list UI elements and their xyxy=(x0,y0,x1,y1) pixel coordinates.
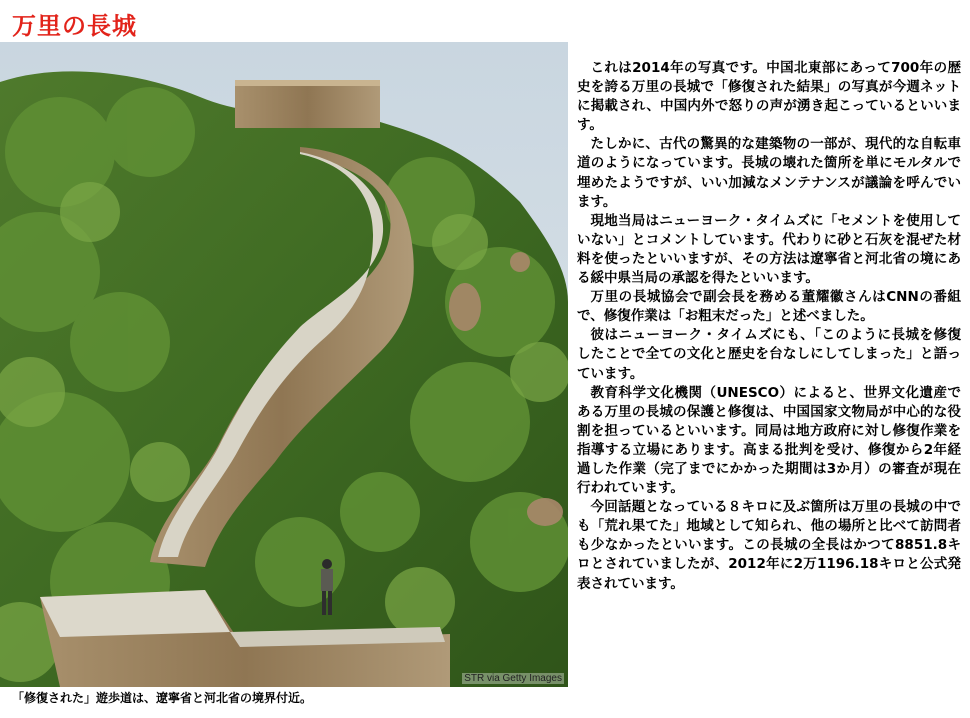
great-wall-illustration xyxy=(0,42,568,687)
article-paragraph: 教育科学文化機関（UNESCO）によると、世界文化遺産である万里の長城の保護と修復は、中国国家文物局が中心的な役割を担っているといいます。同局は地方政府に対し修復作業を指導する立場にあります。高まる批判を受け、修復から2年経過した作業（完了までにかかった期間は3か月）の審査が現在行われています。 xyxy=(577,384,961,497)
article-paragraph: これは2014年の写真です。中国北東部にあって700年の歴史を誇る万里の長城で「修復された結果」の写真が今週ネットに掲載され、中国内外で怒りの声が湧き起こっているといいます。 xyxy=(577,60,961,134)
photo-caption: 「修復された」遊歩道は、遼寧省と河北省の境界付近。 xyxy=(12,691,313,705)
article-paragraph: 今回話題となっている８キロに及ぶ箇所は万里の長城の中でも「荒れ果てた」地域として知られ、他の場所と比べて訪問者も少なかったといいます。この長城の全長はかつて8851.8キロとされていましたが、2012年に2万1196.18キロと公式発表されています。 xyxy=(577,499,961,592)
photo-credit: STR via Getty Images xyxy=(464,673,562,684)
great-wall-photo xyxy=(0,42,568,687)
article-body xyxy=(577,59,961,594)
article-paragraph: たしかに、古代の驚異的な建築物の一部が、現代的な自転車道のようになっています。長城の壊れた箇所を単にモルタルで埋めたようですが、いい加減なメンテナンスが議論を呼んでいます。 xyxy=(577,136,961,210)
article-paragraph: 万里の長城協会で副会長を務める董耀徽さんはCNNの番組で、修復作業は「お粗末だった」と述べました。 xyxy=(577,289,961,325)
article-paragraph: 彼はニューヨーク・タイムズにも、「このように長城を修復したことで全ての文化と歴史を台なしにしてしまった」と語っています。 xyxy=(577,327,961,382)
article-paragraph: 現地当局はニューヨーク・タイムズに「セメントを使用していない」とコメントしています。代わりに砂と石灰を混ぜた材料を使ったといいますが、その方法は遼寧省と河北省の境にある綏中県当局の承認を得たといいます。 xyxy=(577,212,961,287)
page-title: 万里の長城 xyxy=(12,12,137,40)
